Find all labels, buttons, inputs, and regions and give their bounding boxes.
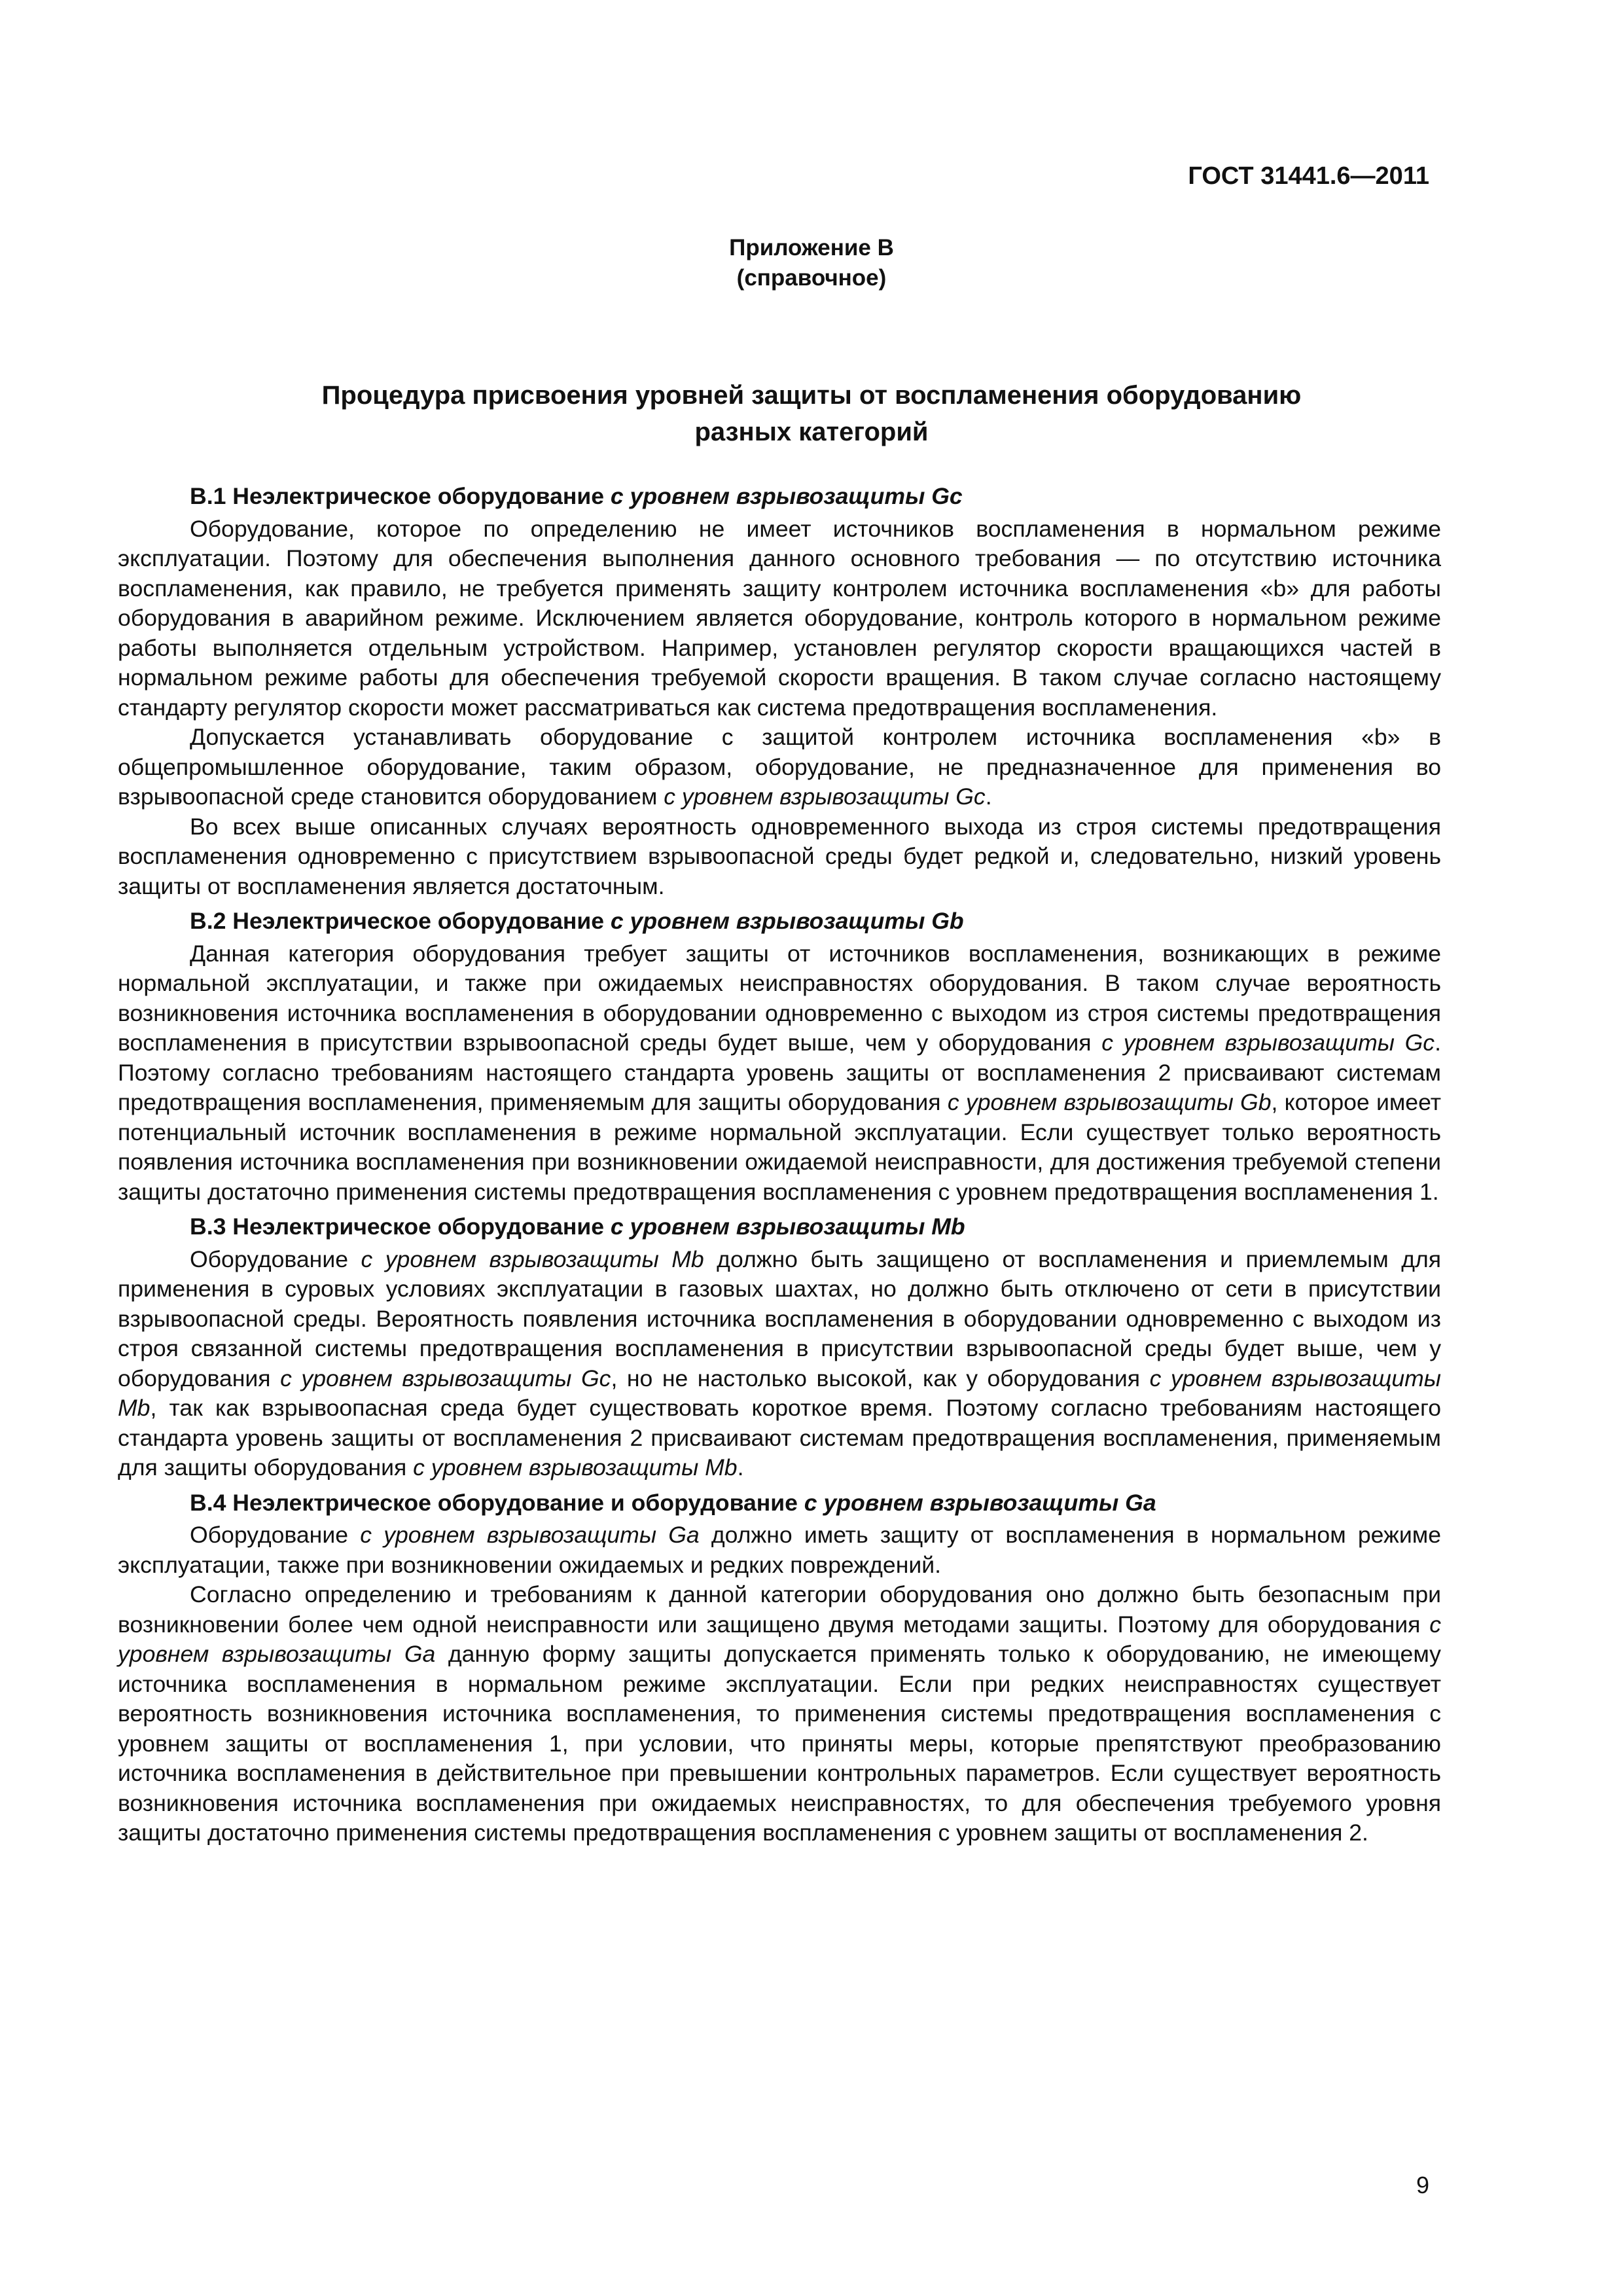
- paragraph: [118, 1520, 1441, 1580]
- text-run: должно быть защищено от воспламенения и приемлемым для применения в суровых условиях эксплуатации в газовых шахтах, но должно быть отключено от сети в присутствии взрывоопасной среды. Вероятность появления источника воспламенения в оборудовании одновременно с выходом из строя связанной системы предотвращения воспламенения в присутствии взрывоопасной среды будет выше, чем у оборудования: [118, 1246, 1441, 1391]
- section-heading-text: В.3 Неэлектрическое оборудование: [190, 1213, 611, 1240]
- text-run: , так как взрывоопасная среда будет существовать короткое время. Поэтому согласно требованиям настоящего стандарта уровень защиты от воспламенения 2 присваивают системам предотвращения воспламенения, применяемым для защиты оборудования: [118, 1395, 1441, 1480]
- section-heading-italic: с уровнем взрывозащиты Mb: [610, 1213, 965, 1240]
- standard-id: ГОСТ 31441.6—2011: [1188, 162, 1429, 190]
- section-heading-italic: с уровнем взрывозащиты Ga: [804, 1489, 1156, 1516]
- paragraph: [118, 1580, 1441, 1848]
- title-line-2: разных категорий: [694, 418, 929, 446]
- italic-term: с уровнем взрывозащиты Gc: [1101, 1030, 1435, 1056]
- section-heading: [118, 906, 1441, 937]
- italic-term: с уровнем взрывозащиты Gc: [664, 783, 986, 810]
- section-heading: [118, 1488, 1441, 1518]
- text-run: , которое имеет потенциальный источник воспламенения в режиме нормальной эксплуатации. Если существует только вероятность появления источника воспламенения при возникновении ожидаемой неисправности, для достижения требуемой степени защиты достаточно применения системы предотвращения воспламенения с уровнем предотвращения воспламенения 1.: [118, 1089, 1441, 1205]
- text-run: Согласно определению и требованиям к данной категории оборудования оно должно быть безопасным при возникновении более чем одной неисправности или защищено двумя методами защиты. Поэтому для оборудования: [118, 1581, 1441, 1638]
- text-run: Оборудование: [190, 1522, 361, 1548]
- italic-term: с уровнем взрывозащиты Mb: [118, 1365, 1441, 1421]
- text-run: должно иметь защиту от воспламенения в нормальном режиме эксплуатации, также при возникновении ожидаемых и редких повреждений.: [118, 1522, 1441, 1578]
- section-heading-text: В.4 Неэлектрическое оборудование и оборудование: [190, 1489, 804, 1516]
- italic-term: с уровнем взрывозащиты Gc: [280, 1365, 611, 1391]
- appendix-label: [0, 233, 1623, 293]
- text-run: , но не настолько высокой, как у оборудования: [611, 1365, 1150, 1391]
- italic-term: с уровнем взрывозащиты Ga: [360, 1522, 700, 1548]
- page-number: 9: [1416, 2172, 1429, 2198]
- appendix-title: Приложение В: [729, 235, 894, 260]
- section-heading-text: В.2 Неэлектрическое оборудование: [190, 908, 611, 934]
- text-run: Оборудование: [190, 1246, 361, 1272]
- text-run: Во всех выше описанных случаях вероятность одновременного выхода из строя системы предотвращения воспламенения одновременно с присутствием взрывоопасной среды будет редкой и, следовательно, низкий уровень защиты от воспламенения является достаточным.: [118, 813, 1441, 899]
- italic-term: с уровнем взрывозащиты Gb: [947, 1089, 1272, 1115]
- document-title: [196, 377, 1427, 450]
- section-heading-italic: с уровнем взрывозащиты Gb: [610, 908, 964, 934]
- section-heading-italic: с уровнем взрывозащиты Gc: [610, 483, 963, 509]
- text-run: Допускается устанавливать оборудование с защитой контролем источника воспламенения «b» в общепромышленное оборудование, таким образом, оборудование, не предназначенное для применения во взрывоопасной среде становится оборудованием: [118, 724, 1441, 810]
- body-text: [118, 476, 1441, 1848]
- text-run: данную форму защиты допускается применять только к оборудованию, не имеющему источника воспламенения в нормальном режиме эксплуатации. Если при редких неисправностях существует вероятность возникновения источника воспламенения, то применения системы предотвращения воспламенения с уровнем защиты от воспламенения 1, при условии, что приняты меры, которые препятствуют преобразованию источника воспламенения в действительное при превышении контрольных параметров. Если существует вероятность возникновения источника воспламенения при ожидаемых неисправностях, то для обеспечения требуемого уровня защиты достаточно применения системы предотвращения воспламенения с уровнем защиты от воспламенения 2.: [118, 1641, 1441, 1846]
- paragraph: [118, 1245, 1441, 1483]
- section-heading: [118, 482, 1441, 512]
- text-run: .: [737, 1454, 744, 1480]
- italic-term: с уровнем взрывозащиты Mb: [413, 1454, 738, 1480]
- text-run: Оборудование, которое по определению не имеет источников воспламенения в нормальном режиме эксплуатации. Поэтому для обеспечения выполнения данного основного требования — по отсутствию источника воспламенения, как правило, не требуется применять защиту контролем источника воспламенения «b» для работы оборудования в аварийном режиме. Исключением является оборудование, контроль которого в нормальном режиме работы выполняется отдельным устройством. Например, установлен регулятор скорости вращающихся частей в нормальном режиме работы для обеспечения требуемой скорости вращения. В таком случае согласно настоящему стандарту регулятор скорости может рассматриваться как система предотвращения воспламенения.: [118, 515, 1441, 721]
- paragraph: [118, 723, 1441, 812]
- section-heading-text: В.1 Неэлектрическое оборудование: [190, 483, 611, 509]
- italic-term: с уровнем взрывозащиты Ga: [118, 1611, 1441, 1667]
- text-run: . Поэтому согласно требованиям настоящего стандарта уровень защиты от воспламенения 2 присваивают системам предотвращения воспламенения, применяемым для защиты оборудования: [118, 1030, 1441, 1115]
- appendix-type: (справочное): [736, 265, 887, 291]
- paragraph: [118, 514, 1441, 723]
- title-line-1: Процедура присвоения уровней защиты от воспламенения оборудованию: [321, 381, 1302, 410]
- text-run: Данная категория оборудования требует защиты от источников воспламенения, возникающих в режиме нормальной эксплуатации, и также при ожидаемых неисправностях оборудования. В таком случае вероятность возникновения источника воспламенения в оборудовании одновременно с выходом из строя системы предотвращения воспламенения в присутствии взрывоопасной среды будет выше, чем у оборудования: [118, 940, 1441, 1056]
- paragraph: [118, 939, 1441, 1208]
- section-heading: [118, 1212, 1441, 1242]
- italic-term: с уровнем взрывозащиты Mb: [361, 1246, 704, 1272]
- paragraph: [118, 812, 1441, 902]
- text-run: .: [985, 783, 992, 810]
